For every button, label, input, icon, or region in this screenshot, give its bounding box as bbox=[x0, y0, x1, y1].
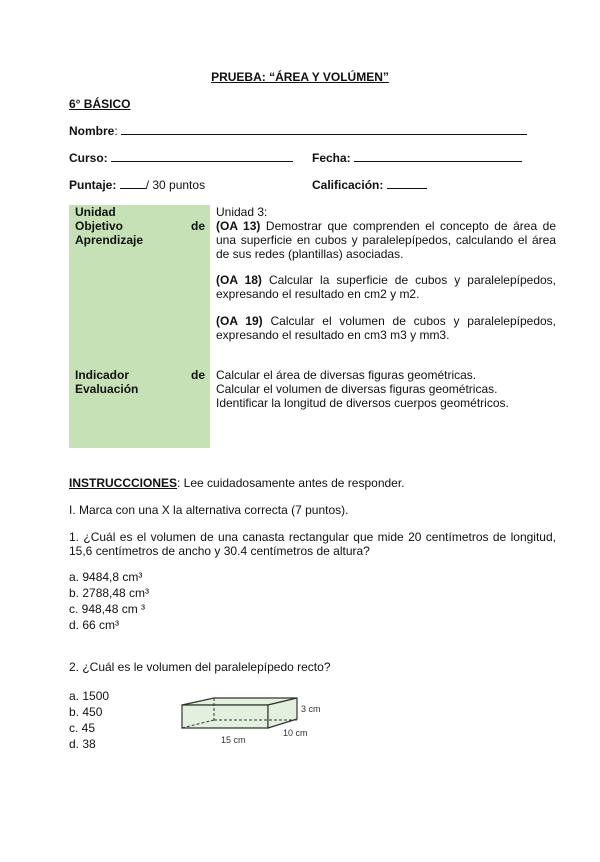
instructions-text: : Lee cuidadosamente antes de responder. bbox=[177, 476, 405, 490]
q1-option-b[interactable]: b. 2788,48 cm³ bbox=[69, 586, 150, 600]
instructions bbox=[69, 476, 405, 490]
height-label: 3 cm bbox=[301, 704, 321, 714]
oa18-text bbox=[216, 273, 556, 301]
q2-option-c[interactable]: c. 45 bbox=[69, 721, 96, 735]
fecha-label: Fecha: bbox=[312, 151, 351, 165]
fecha-field[interactable] bbox=[312, 151, 522, 165]
oa19-body: Calcular el volumen de cubos y paralelepípedos, expresando el resultado en cm3 m3 y mm3. bbox=[216, 314, 556, 342]
width-label: 10 cm bbox=[283, 728, 308, 738]
oa19-text bbox=[216, 314, 556, 342]
objective-label bbox=[75, 205, 205, 247]
oa19-code: (OA 19) bbox=[216, 314, 263, 328]
oa13-body: Demostrar que comprenden el concepto de área de una superficie en cubos y paralelepípedos, calculando el área de sus redes (plantillas) asociadas. bbox=[216, 219, 556, 261]
q1-option-a[interactable]: a. 9484,8 cm³ bbox=[69, 570, 143, 584]
colon: : bbox=[114, 124, 122, 138]
nombre-label: Nombre bbox=[69, 124, 115, 138]
puntaje-label: Puntaje: bbox=[69, 178, 117, 192]
nombre-field[interactable] bbox=[69, 124, 527, 138]
q1-option-c[interactable]: c. 948,48 cm ³ bbox=[69, 602, 146, 616]
q2-option-b[interactable]: b. 450 bbox=[69, 705, 103, 719]
label-de: de bbox=[190, 219, 205, 233]
calificacion-label: Calificación: bbox=[312, 178, 384, 192]
page-title: PRUEBA: “ÁREA Y VOLÚMEN” bbox=[211, 70, 389, 84]
puntaje-blank[interactable] bbox=[120, 178, 146, 189]
label-indicador: Indicador bbox=[75, 368, 130, 382]
q2-option-d[interactable]: d. 38 bbox=[69, 737, 96, 751]
question-2: 2. ¿Cuál es le volumen del paralelepípedo recto? bbox=[69, 660, 331, 674]
label-aprendizaje: Aprendizaje bbox=[75, 233, 144, 247]
indicator-item: Calcular el área de diversas figuras geométricas. bbox=[216, 368, 477, 382]
calificacion-field[interactable] bbox=[312, 178, 427, 192]
curso-blank[interactable] bbox=[111, 151, 293, 162]
oa13-text bbox=[216, 219, 556, 261]
unit-label: Unidad 3: bbox=[216, 205, 268, 219]
grade-heading: 6° BÁSICO bbox=[69, 97, 131, 111]
section-1-heading: I. Marca con una X la alternativa correcta (7 puntos). bbox=[69, 503, 349, 517]
label-unidad: Unidad bbox=[75, 205, 116, 219]
length-label: 15 cm bbox=[221, 735, 246, 745]
label-de-2: de bbox=[190, 368, 205, 382]
indicator-item: Identificar la longitud de diversos cuerpos geométricos. bbox=[216, 396, 509, 410]
indicator-label bbox=[75, 368, 205, 396]
label-objetivo: Objetivo bbox=[75, 219, 124, 233]
nombre-blank[interactable] bbox=[121, 124, 527, 135]
prism-figure bbox=[175, 692, 335, 752]
instructions-label: INSTRUCCCIONES bbox=[69, 476, 178, 490]
q1-option-d[interactable]: d. 66 cm³ bbox=[69, 618, 120, 632]
oa13-code: (OA 13) bbox=[216, 219, 261, 233]
puntaje-total: / 30 puntos bbox=[145, 178, 206, 192]
question-1: 1. ¿Cuál es el volumen de una canasta rectangular que mide 20 centímetros de longitud, 15,6 centímetros de ancho y 30.4 centímetros de altura? bbox=[69, 530, 556, 558]
indicator-item: Calcular el volumen de diversas figuras geométricas. bbox=[216, 382, 498, 396]
indicators-list bbox=[216, 368, 556, 410]
curso-label: Curso: bbox=[69, 151, 108, 165]
fecha-blank[interactable] bbox=[354, 151, 522, 162]
curso-field[interactable] bbox=[69, 151, 293, 165]
calificacion-blank[interactable] bbox=[387, 178, 427, 189]
q2-option-a[interactable]: a. 1500 bbox=[69, 689, 110, 703]
oa18-code: (OA 18) bbox=[216, 273, 262, 287]
oa18-body: Calcular la superficie de cubos y paralelepípedos, expresando el resultado en cm2 y m2. bbox=[216, 273, 556, 301]
label-evaluacion: Evaluación bbox=[75, 382, 139, 396]
puntaje-field[interactable] bbox=[69, 178, 205, 192]
